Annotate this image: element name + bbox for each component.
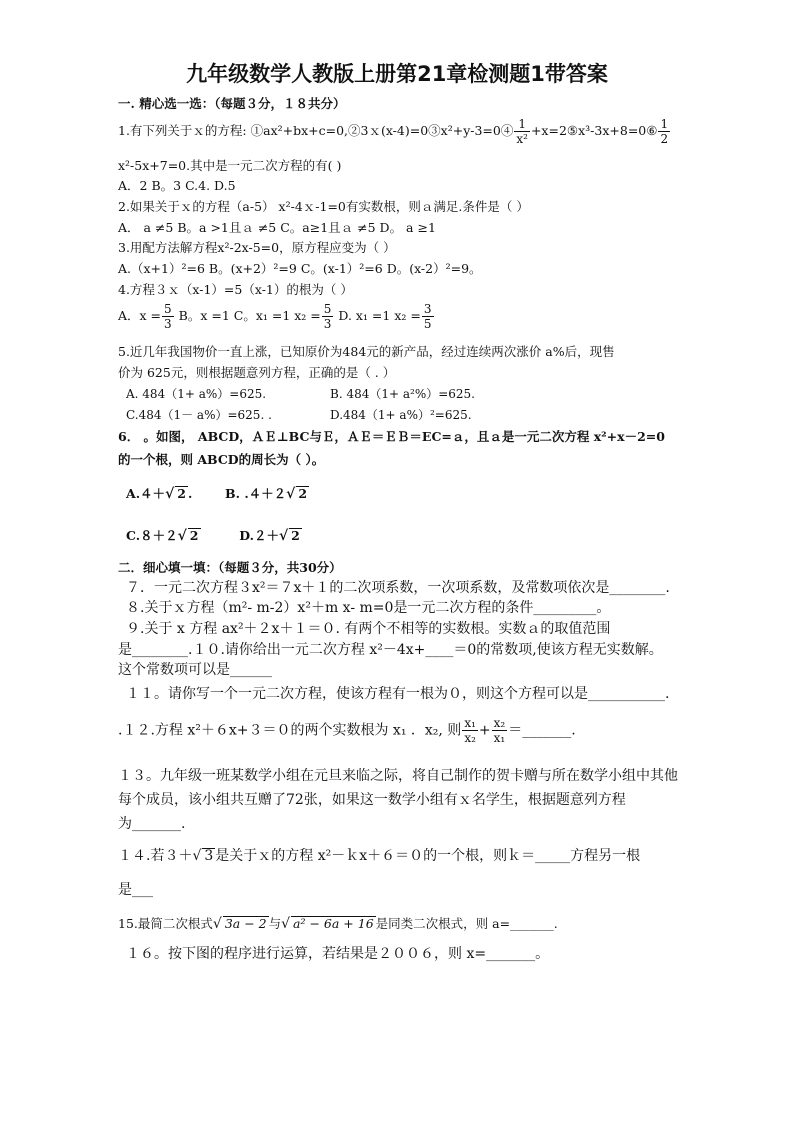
q12-text: .１２.方程 x²＋６x+３＝０的两个实数根为 x₁ ．x₂, 则 xyxy=(118,722,462,739)
q5-option-a: A. 484（1+ a%）=625. xyxy=(126,387,267,401)
q6-options-ab xyxy=(126,486,309,502)
question-6-line-2: 的一个根，则 ABCD的周长为（ ）。 xyxy=(118,452,325,467)
question-3: 3.用配方法解方程x²-2x-5=0，原方程应变为（ ） xyxy=(118,240,396,255)
question-4: 4.方程３ｘ（x-1）=5（x-1）的根为（ ） xyxy=(118,282,353,297)
q6-opt-c-radicand: 2 xyxy=(189,528,199,543)
question-13-line-3: 为_______. xyxy=(118,816,186,832)
q12-blank: ＝_______. xyxy=(508,722,576,739)
q1-frac1-den: x² xyxy=(516,132,528,146)
q6-options-cd xyxy=(126,528,302,544)
q4-opt-d-text: D. x₁ =1 x₂ = xyxy=(334,308,421,323)
q14-text-b: 是关于ｘ的方程 x²－ｋx＋６＝０的一个根，则ｋ＝_____方程另一根 xyxy=(215,848,641,864)
q1-frac2-den: 2 xyxy=(660,132,669,146)
q1-frac1-num: 1 xyxy=(514,117,530,132)
question-2: 2.如果关于ｘ的方程（a-5） x²-4ｘ-1=0有实数根，则ａ满足.条件是（ ） xyxy=(118,199,529,214)
q6-opt-d-radicand: 2 xyxy=(291,528,300,543)
q12-plus: + xyxy=(478,722,491,739)
question-1 xyxy=(118,117,671,146)
q1-fraction-2 xyxy=(658,117,670,146)
question-10-line-2: 这个常数项可以是______ xyxy=(118,662,272,678)
q1-fraction-1 xyxy=(514,117,530,146)
q4-frac-a xyxy=(162,302,174,331)
q4-frac-c-num: 5 xyxy=(323,302,332,316)
q15-text-mid: 与 xyxy=(268,916,282,931)
question-14 xyxy=(118,848,640,864)
q1-frac2-num: 1 xyxy=(660,117,669,131)
q12-frac2-num: x₂ xyxy=(493,716,506,730)
q4-frac-d-num: 3 xyxy=(423,302,432,316)
question-15 xyxy=(118,916,558,932)
q12-frac-2 xyxy=(492,716,508,745)
q4-frac-a-den: 3 xyxy=(164,317,172,331)
sqrt-symbol: √ xyxy=(192,848,202,864)
sqrt-symbol: √ xyxy=(281,916,291,932)
question-13-line-1: １３。九年级一班某数学小组在元旦来临之际，将自己制作的贺卡赠与所在数学小组中其他 xyxy=(118,768,678,784)
q4-opt-a-text: A．x = xyxy=(118,308,162,323)
section-2-heading: 二．细心填一填：（每题３分，共30分） xyxy=(118,560,342,575)
q12-frac1-num: x₁ xyxy=(464,716,476,730)
sqrt-symbol: √ xyxy=(177,528,187,544)
q12-frac-1 xyxy=(462,716,478,745)
q12-frac1-den: x₂ xyxy=(464,731,476,745)
q15-radicand-1: 3a − 2 xyxy=(224,916,267,931)
section-1-heading: 一. 精心选一选：（每题３分，１８共分） xyxy=(118,96,346,111)
q6-opt-a-dot: . xyxy=(187,486,193,501)
q1-line-2: x²-5x+7=0.其中是一元二次方程的有( ) xyxy=(118,158,342,173)
q6-opt-c-text: C.８＋２ xyxy=(126,528,178,543)
q5-option-c: C.484（1－ a%）=625. . xyxy=(126,408,272,422)
q14-text-a: １４.若３＋ xyxy=(118,848,193,864)
question-9: ９.关于 x 方程 ax²＋２x＋１＝０. 有两个不相等的实数根。实数ａ的取值范围 xyxy=(126,621,611,637)
q3-options: A.（x+1）²=6 B。(x+2）²=9 C。(x-1）²=6 D。(x-2）²=9。 xyxy=(118,261,482,276)
question-5-line-2: 价为 625元，则根据题意列方程，正确的是（ . ） xyxy=(118,365,396,380)
q14-radicand: 3 xyxy=(204,848,214,864)
q4-options xyxy=(118,302,435,331)
question-16: １６。按下图的程序进行运算，若结果是２００６，则 x=_______。 xyxy=(126,946,550,962)
question-8: ８.关于ｘ方程（m²- m-2）x²＋m x- m=0是一元二次方程的条件_________。 xyxy=(126,600,611,616)
question-11: １１。请你写一个一元二次方程，使该方程有一根为０，则这个方程可以是___________. xyxy=(126,686,670,702)
q5-option-d: D.484（1+ a%）²=625. xyxy=(330,408,472,422)
question-12 xyxy=(118,716,576,745)
q6-opt-a-radicand: 2 xyxy=(177,486,186,501)
sqrt-symbol: √ xyxy=(165,486,175,502)
q15-text-b: 是同类二次根式，则 a=_______. xyxy=(375,916,558,931)
page-title: 九年级数学人教版上册第21章检测题1带答案 xyxy=(186,62,608,86)
q4-frac-c xyxy=(322,302,334,331)
q2-options: A． a ≠5 B。a >1且ａ ≠5 C。a≥1且ａ ≠5 D。 a ≥1 xyxy=(118,220,436,235)
question-6-line-1: 6． 。如图， ABCD，ＡＥ⊥BC与Ｅ，ＡＥ＝ＥＢ＝EC=ａ，且ａ是一元二次方程 x²+x－2=0 xyxy=(118,429,665,444)
q1-text-b: +x=2⑤x³-3x+8=0⑥ xyxy=(530,123,658,138)
q5-option-b: B. 484（1+ a²%）=625. xyxy=(330,387,475,401)
q6-opt-b-text: B. .４＋２ xyxy=(225,486,287,501)
q1-options: A．2 B。3 C.4. D.5 xyxy=(118,178,236,193)
q15-text-a: 15.最简二次根式 xyxy=(118,916,213,931)
sqrt-symbol: √ xyxy=(278,528,289,544)
q4-frac-a-num: 5 xyxy=(164,302,172,316)
question-14-line-2: 是___ xyxy=(118,882,153,898)
sqrt-symbol: √ xyxy=(212,916,222,932)
q12-frac2-den: x₁ xyxy=(493,731,506,745)
q4-opt-bc-text: B。x =1 C。x₁ =1 x₂ = xyxy=(174,308,321,323)
q4-frac-d xyxy=(422,302,434,331)
q6-opt-b-radicand: 2 xyxy=(298,486,308,501)
q4-frac-c-den: 3 xyxy=(323,317,332,331)
question-9-10: 是________.１０.请你给出一元二次方程 x²－4x+____＝0的常数项,使该方程无实数解。 xyxy=(118,642,663,658)
q15-radicand-2: a² − 6a + 16 xyxy=(293,916,374,931)
question-13-line-2: 每个成员，该小组共互赠了72张，如果这一数学小组有ｘ名学生，根据题意列方程 xyxy=(118,792,626,808)
q4-frac-d-den: 5 xyxy=(423,317,432,331)
question-5-line-1: 5.近几年我国物价一直上涨，已知原价为484元的新产品，经过连续两次涨价 a%后，现售 xyxy=(118,344,615,359)
q6-opt-a-text: A.４＋ xyxy=(126,486,166,501)
sqrt-symbol: √ xyxy=(286,486,296,502)
q1-text-a: 1.有下列关于ｘ的方程: ①ax²+bx+c=0,②3ｘ(x-4)=0③x²+y-3=0④ xyxy=(118,123,514,138)
question-7: ７．一元二次方程３x²＝７x＋１的二次项系数，一次项系数，及常数项依次是________. xyxy=(126,580,670,596)
q6-opt-d-text: D.２＋ xyxy=(239,528,279,543)
